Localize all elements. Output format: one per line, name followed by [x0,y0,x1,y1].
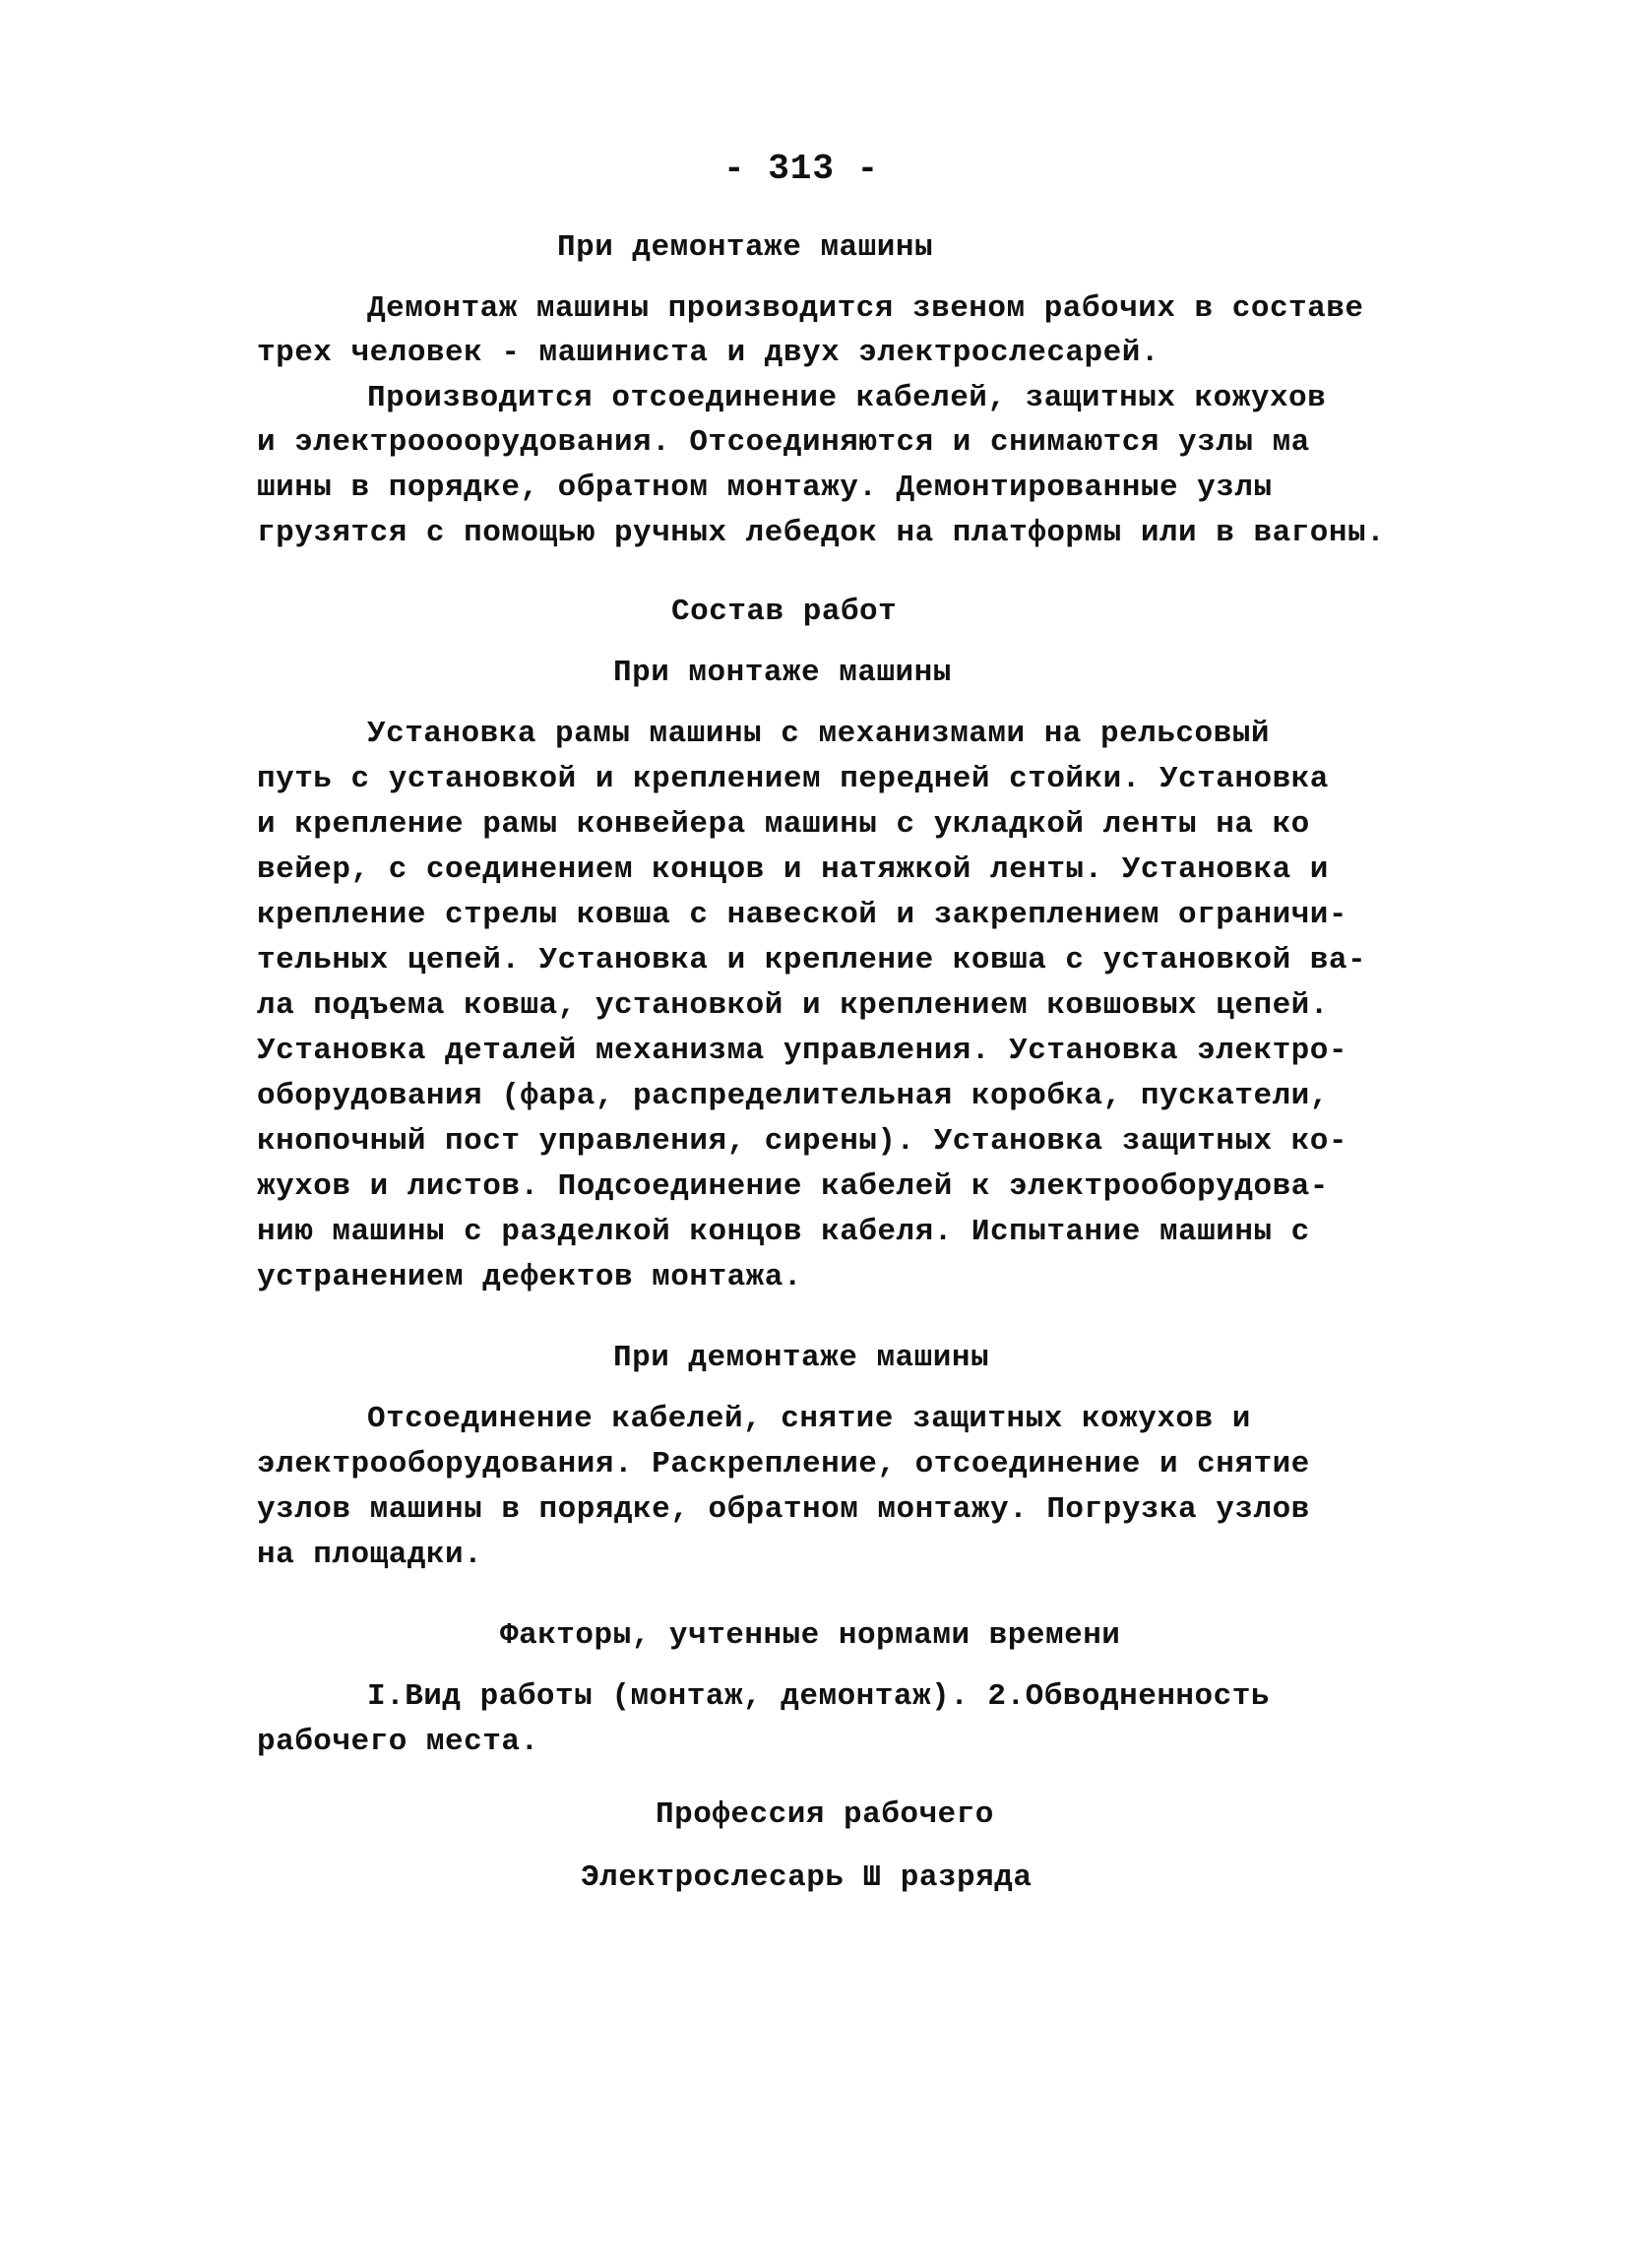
paragraph-line: и электроооорудования. Отсоединяются и снимаются узлы ма [257,425,1310,460]
paragraph-line: узлов машины в порядке, обратном монтажу. Погрузка узлов [257,1492,1310,1527]
paragraph-line: шины в порядке, обратном монтажу. Демонтированные узлы [257,471,1273,505]
paragraph-line: нию машины с разделкой концов кабеля. Испытание машины с [257,1215,1310,1249]
profession-line: Электрослесарь Ш разряда [581,1860,1033,1895]
paragraph-line: и крепление рамы конвейера машины с укладкой ленты на ко [257,807,1310,842]
paragraph-line: на площадки. [257,1538,483,1572]
paragraph-line: ла подъема ковша, установкой и креплением ковшовых цепей. [257,988,1329,1023]
paragraph-line: Установка деталей механизма управления. Установка электро- [257,1034,1347,1068]
section-subheading-assembly: При монтаже машины [613,656,952,690]
paragraph-line: Установка рамы машины с механизмами на рельсовый [367,717,1270,751]
section-heading-dismantling-2: При демонтаже машины [613,1341,990,1375]
paragraph-line: электрооборудования. Раскрепление, отсоединение и снятие [257,1447,1310,1481]
paragraph-line: жухов и листов. Подсоединение кабелей к электрооборудова- [257,1169,1329,1204]
paragraph-line: устранением дефектов монтажа. [257,1260,802,1294]
section-heading-factors: Факторы, учтенные нормами времени [500,1618,1121,1653]
page-number: - 313 - [723,149,880,189]
paragraph-line: вейер, с соединением концов и натяжкой ленты. Установка и [257,852,1329,887]
section-heading-dismantling: При демонтаже машины [557,230,934,265]
section-heading-profession: Профессия рабочего [656,1797,994,1832]
paragraph-line: I.Вид работы (монтаж, демонтаж). 2.Обводненность [367,1679,1270,1714]
paragraph-line: путь с установкой и креплением передней стойки. Установка [257,762,1329,796]
paragraph-line: Демонтаж машины производится звеном рабочих в составе [367,291,1364,326]
paragraph-line: трех человек - машиниста и двух электрослесарей. [257,336,1159,370]
paragraph-line: оборудования (фара, распределительная коробка, пускатели, [257,1079,1329,1113]
section-heading-work-composition: Состав работ [671,595,898,629]
paragraph-line: кнопочный пост управления, сирены). Установка защитных ко- [257,1124,1347,1159]
paragraph-line: Отсоединение кабелей, снятие защитных кожухов и [367,1402,1251,1436]
paragraph-line: Производится отсоединение кабелей, защитных кожухов [367,381,1327,415]
paragraph-line: крепление стрелы ковша с навеской и закреплением ограничи- [257,898,1347,932]
paragraph-line: рабочего места. [257,1725,539,1759]
paragraph-line: тельных цепей. Установка и крепление ковша с установкой ва- [257,943,1367,977]
paragraph-line: грузятся с помощью ручных лебедок на платформы или в вагоны. [257,516,1386,550]
